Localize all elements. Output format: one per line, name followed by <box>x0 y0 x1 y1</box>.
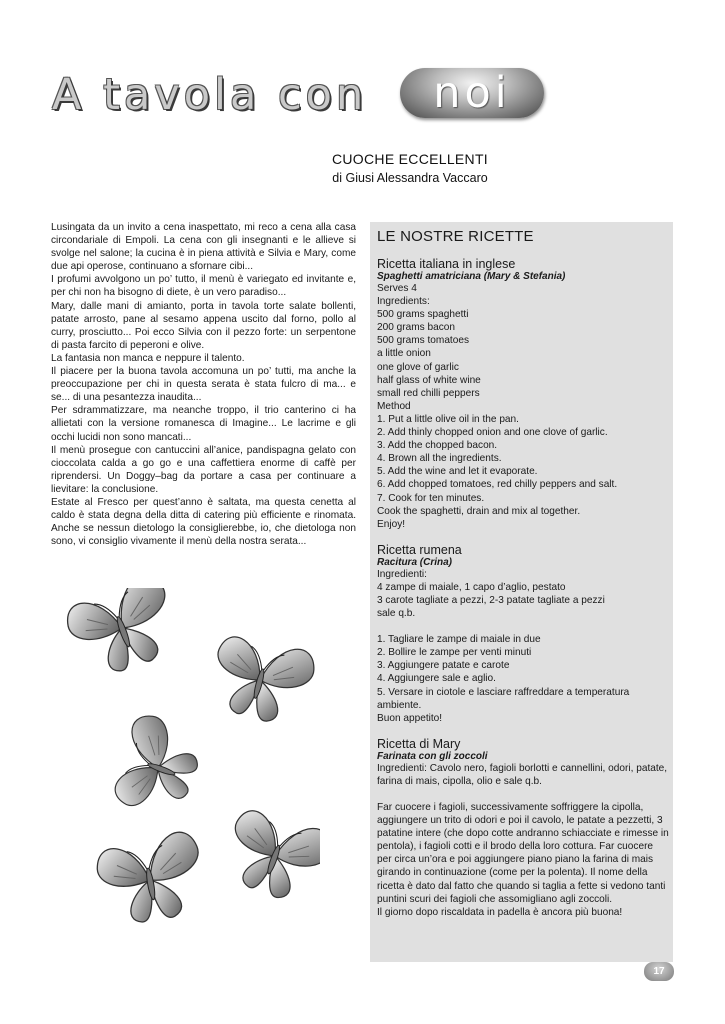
recipe-line: 500 grams tomatoes <box>377 335 470 347</box>
recipe-line: 200 grams bacon <box>377 322 455 334</box>
recipe-line: 6. Add chopped tomatoes, red chilly peppers and salt. <box>377 479 618 491</box>
recipe-subtitle: Racitura (Crina) <box>377 556 453 568</box>
butterfly-icon <box>60 588 185 683</box>
recipe-line: sale q.b. <box>377 608 416 620</box>
recipe-line: 4 zampe di maiale, 1 capo d’aglio, pestato <box>377 581 566 593</box>
recipe-line: 4. Aggiungere sale e aglio. <box>377 673 496 685</box>
recipe-line: 7. Cook for ten minutes. <box>377 492 485 504</box>
recipe-line: 4. Brown all the ingredients. <box>377 453 502 465</box>
recipe-line: Cook the spaghetti, drain and mix al together. <box>377 505 581 517</box>
recipe-line: Ingredients: <box>377 296 430 308</box>
recipe-line: 2. Bollire le zampe per venti minuti <box>377 647 532 659</box>
recipe-line: 5. Versare in ciotole e lasciare raffreddare a temperatura ambiente. <box>377 686 630 711</box>
recipe-title: Ricetta italiana in inglese <box>377 257 516 271</box>
paragraph: Il piacere per la buona tavola accomuna un po’ tutti, ma anche la preoccupazione per chi in questa serata è stata fulcro di ma... e se... di una pesantezza inaudita... <box>51 366 356 404</box>
recipe-line: one glove of garlic <box>377 361 459 373</box>
butterfly-icon <box>204 629 318 730</box>
recipe-title: Ricetta rumena <box>377 542 462 557</box>
paragraph: Il menù prosegue con cantuccini all’anice, pandispagna gelato con cioccolata calda a go go e una caffettiera enorme di caffè per riprendersi. Un Doggy–bag da portare a casa per continuare a lievitare: la conclusione. <box>51 444 356 495</box>
recipe-line: 3. Add the chopped bacon. <box>377 440 498 452</box>
recipe-subtitle: Farinata con gli zoccoli <box>377 750 488 762</box>
masthead <box>52 68 512 128</box>
butterfly-icon <box>107 711 208 823</box>
recipe-subtitle: Spaghetti amatriciana (Mary & Stefania) <box>377 271 566 282</box>
recipe-method: Far cuocere i fagioli, successivamente soffriggere la cipolla, aggiungere un trito di odori e poi il cavolo, le patate a pezzetti, 3 patatine intere (che dopo cotte andranno schiacciate e rimesse in pentola), i fagioli cotti e il brodo della loro cottura. Far cuocere per circa un’ora e poi aggiungere piano piano la farina di mais girando in continuazione (come per la polenta). Il nome della ricetta è dato dal fatto che quando si taglia a fette si vedono tanti puntini scuri dei fagioli che assomigliano agli zoccoli. <box>377 802 669 905</box>
recipe-line: Buon appetito! <box>377 712 443 724</box>
masthead-pill-logo <box>400 68 544 118</box>
article-body <box>51 221 356 548</box>
recipe-line: 3 carote tagliate a pezzi, 2-3 patate tagliate a pezzi <box>377 594 605 606</box>
recipe-line: small red chilli peppers <box>377 387 480 399</box>
recipe-line: 2. Add thinly chopped onion and one clove of garlic. <box>377 427 608 439</box>
recipe-line: half glass of white wine <box>377 374 481 386</box>
recipe-ingredients: Ingredienti: Cavolo nero, fagioli borlotti e cannellini, odori, patate, farina di mais, cipolla, olio e sale q.b. <box>377 762 668 787</box>
recipe-line: 3. Aggiungere patate e carote <box>377 660 510 672</box>
recipes-box <box>370 222 673 962</box>
recipe-line: Serves 4 <box>377 283 417 294</box>
recipe-line: 1. Put a little olive oil in the pan. <box>377 413 519 425</box>
paragraph: I profumi avvolgono un po’ tutto, il menù è variegato ed invitante e, per chi non ha bisogno di diete, è un vero paradiso... <box>51 274 356 299</box>
article-title: CUOCHE ECCELLENTI <box>331 151 489 167</box>
paragraph: Mary, dalle mani di amianto, porta in tavola torte salate bollenti, patate arrosto, pane al sesamo appena uscito dal forno, pollo al curry, prosciutto... Poi ecco Silvia con il pezzo forte: un serpentone di pasta farcito di peperoni e olive. <box>51 300 356 351</box>
recipe-line: Ingredienti: <box>377 568 427 580</box>
recipe-title: Ricetta di Mary <box>377 736 461 751</box>
butterfly-icon <box>93 829 208 928</box>
paragraph: Estate al Fresco per quest’anno è saltata, ma questa cenetta al caldo è stata degna della ditta di catering più efficiente e rinomata. Anche se nessun dietologo la consiglierebbe, io, che dietologa non sono, vi consiglio vivamente il menù della nostra serata... <box>51 496 356 548</box>
recipe-line: Method <box>377 400 411 412</box>
recipes-box-title: LE NOSTRE RICETTE <box>377 228 534 245</box>
masthead-highlight: noi <box>433 68 511 118</box>
recipe-line: 500 grams spaghetti <box>377 309 469 321</box>
recipe-closing: Il giorno dopo riscaldata in padella è ancora più buona! <box>377 906 623 918</box>
paragraph: La fantasia non manca e neppure il talento. <box>51 352 245 364</box>
article-byline: di Giusi Alessandra Vaccaro <box>332 171 488 185</box>
paragraph: Per sdrammatizzare, ma neanche troppo, il trio canterino ci ha allietati con la versione romanesca di Imagine... Le lacrime e gli occhi lucidi non sono mancati... <box>51 405 356 443</box>
page-number-badge: 17 <box>644 962 674 981</box>
butterfly-icon <box>217 802 320 909</box>
recipe-line: Enjoy! <box>377 518 406 530</box>
paragraph: Lusingata da un invito a cena inaspettato, mi reco a cena alla casa circondariale di Empoli. La cena con gli insegnanti e le allieve si svolge nel salone; la cucina è in piena attività e Silvia e Mary, come due api operose, continuano a sfornare cibi... <box>51 222 356 273</box>
recipe-line: a little onion <box>377 348 431 360</box>
masthead-text: A tavola con <box>52 70 368 120</box>
butterflies-illustration <box>60 588 320 938</box>
recipe-line: 1. Tagliare le zampe di maiale in due <box>377 634 541 646</box>
recipe-line: 5. Add the wine and let it evaporate. <box>377 466 538 478</box>
